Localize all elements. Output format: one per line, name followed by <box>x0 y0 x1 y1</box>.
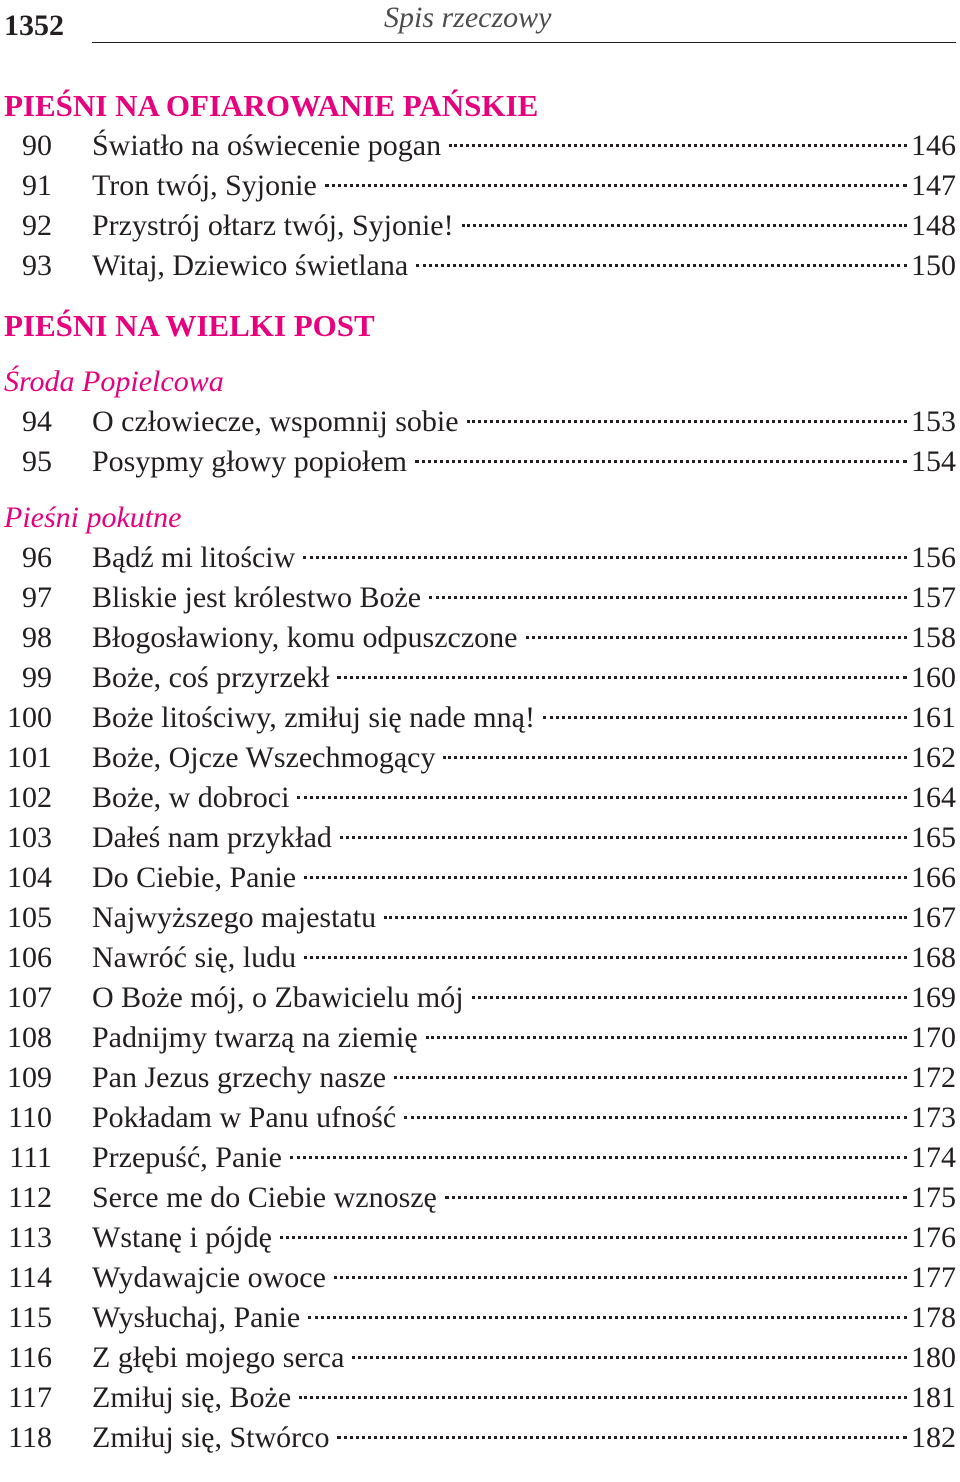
entry-number: 105 <box>7 901 52 934</box>
entry-title: Nawróć się, ludu <box>92 941 297 974</box>
dot-leader <box>404 1116 907 1119</box>
entry-number: 92 <box>22 209 52 242</box>
entry-page-number: 148 <box>911 209 956 242</box>
entry-number: 109 <box>7 1061 52 1094</box>
toc-entry <box>0 1338 956 1378</box>
subsection-heading: Pieśni pokutne <box>4 501 182 534</box>
entry-number: 98 <box>22 621 52 654</box>
entry-title: Najwyższego majestatu <box>92 901 377 934</box>
entry-title: Pokładam w Panu ufność <box>92 1101 397 1134</box>
dot-leader <box>462 224 907 227</box>
dot-leader <box>303 556 907 559</box>
entry-title: Posypmy głowy popiołem <box>92 445 408 478</box>
dot-leader <box>297 796 907 799</box>
toc-entry <box>0 1298 956 1338</box>
entry-page-number: 147 <box>911 169 956 202</box>
entry-number: 103 <box>7 821 52 854</box>
toc-entry <box>0 738 956 778</box>
entry-title: Zmiłuj się, Stwórco <box>92 1421 330 1454</box>
toc-entry <box>0 1258 956 1298</box>
dot-leader <box>429 596 907 599</box>
entry-title: Dałeś nam przykład <box>92 821 332 854</box>
entry-number: 93 <box>22 249 52 282</box>
entry-number: 114 <box>8 1261 52 1294</box>
entry-page-number: 181 <box>911 1381 956 1414</box>
entry-page-number: 146 <box>911 129 956 162</box>
entry-number: 107 <box>7 981 52 1014</box>
dot-leader <box>445 1196 907 1199</box>
toc-entry <box>0 658 956 698</box>
toc-entry <box>0 1138 956 1178</box>
entry-page-number: 174 <box>911 1141 956 1174</box>
entry-number: 110 <box>8 1101 52 1134</box>
entry-page-number: 173 <box>911 1101 956 1134</box>
dot-leader <box>340 836 907 839</box>
toc-entry <box>0 1418 956 1458</box>
entry-page-number: 160 <box>911 661 956 694</box>
entry-number: 106 <box>7 941 52 974</box>
entry-title: Zmiłuj się, Boże <box>92 1381 292 1414</box>
entry-number: 108 <box>7 1021 52 1054</box>
toc-entry <box>0 1098 956 1138</box>
dot-leader <box>304 876 907 879</box>
entry-number: 116 <box>8 1341 52 1374</box>
entry-number: 100 <box>7 701 52 734</box>
entry-number: 117 <box>8 1381 52 1414</box>
dot-leader <box>290 1156 907 1159</box>
dot-leader <box>443 756 907 759</box>
entry-number: 101 <box>7 741 52 774</box>
dot-leader <box>280 1236 907 1239</box>
entry-page-number: 166 <box>911 861 956 894</box>
dot-leader <box>304 956 907 959</box>
entry-number: 102 <box>7 781 52 814</box>
entry-title: Bliskie jest królestwo Boże <box>92 581 422 614</box>
toc-entry <box>0 246 956 286</box>
subsection-gap <box>0 482 956 498</box>
heading-gap <box>0 346 956 362</box>
section-gap <box>0 286 956 306</box>
toc-entry <box>0 206 956 246</box>
entry-page-number: 162 <box>911 741 956 774</box>
dot-leader <box>384 916 907 919</box>
entry-page-number: 158 <box>911 621 956 654</box>
entry-title: Boże, Ojcze Wszechmogący <box>92 741 436 774</box>
toc-entry <box>0 578 956 618</box>
dot-leader <box>526 636 908 639</box>
entry-number: 91 <box>22 169 52 202</box>
toc-entry <box>0 778 956 818</box>
entry-page-number: 165 <box>911 821 956 854</box>
entry-page-number: 168 <box>911 941 956 974</box>
dot-leader <box>337 1436 907 1439</box>
toc-entry <box>0 618 956 658</box>
header-rule <box>92 42 956 43</box>
entry-number: 90 <box>22 129 52 162</box>
dot-leader <box>449 144 907 147</box>
entry-title: Wstanę i pójdę <box>92 1221 272 1254</box>
entry-title: Witaj, Dziewico świetlana <box>92 249 409 282</box>
toc-entry <box>0 978 956 1018</box>
toc-entry <box>0 166 956 206</box>
entry-number: 111 <box>9 1141 52 1174</box>
section-heading: PIEŚNI NA OFIAROWANIE PAŃSKIE <box>4 88 539 123</box>
entry-title: Pan Jezus grzechy nasze <box>92 1061 387 1094</box>
entry-page-number: 172 <box>911 1061 956 1094</box>
page-header <box>0 0 956 44</box>
dot-leader <box>416 264 907 267</box>
entry-title: Z głębi mojego serca <box>92 1341 345 1374</box>
entry-page-number: 169 <box>911 981 956 1014</box>
entry-number: 115 <box>8 1301 52 1334</box>
entry-page-number: 177 <box>911 1261 956 1294</box>
entry-number: 104 <box>7 861 52 894</box>
entry-title: Wydawajcie owoce <box>92 1261 326 1294</box>
toc-entry <box>0 898 956 938</box>
dot-leader <box>472 996 907 999</box>
entry-number: 97 <box>22 581 52 614</box>
toc-entry <box>0 402 956 442</box>
entry-title: Boże litościwy, zmiłuj się nade mną! <box>92 701 535 734</box>
entry-page-number: 178 <box>911 1301 956 1334</box>
toc-entry <box>0 858 956 898</box>
entry-page-number: 150 <box>911 249 956 282</box>
entry-title: Błogosławiony, komu odpuszczone <box>92 621 518 654</box>
running-title: Spis rzeczowy <box>384 1 552 34</box>
entry-page-number: 153 <box>911 405 956 438</box>
entry-title: O Boże mój, o Zbawicielu mój <box>92 981 464 1014</box>
entry-page-number: 182 <box>911 1421 956 1454</box>
entry-number: 96 <box>22 541 52 574</box>
entry-title: Tron twój, Syjonie <box>92 169 317 202</box>
dot-leader <box>308 1316 907 1319</box>
entry-title: Przystrój ołtarz twój, Syjonie! <box>92 209 454 242</box>
toc-entry <box>0 126 956 166</box>
toc-entry <box>0 1018 956 1058</box>
toc-entry <box>0 1218 956 1258</box>
toc-entry <box>0 698 956 738</box>
entry-page-number: 164 <box>911 781 956 814</box>
dot-leader <box>299 1396 907 1399</box>
toc-entry <box>0 1378 956 1418</box>
page-number: 1352 <box>4 9 64 42</box>
entry-title: Padnijmy twarzą na ziemię <box>92 1021 418 1054</box>
dot-leader <box>467 420 907 423</box>
entry-page-number: 154 <box>911 445 956 478</box>
entry-title: Boże, w dobroci <box>92 781 290 814</box>
entry-page-number: 170 <box>911 1021 956 1054</box>
dot-leader <box>426 1036 907 1039</box>
dot-leader <box>337 676 907 679</box>
entry-page-number: 167 <box>911 901 956 934</box>
table-of-contents <box>0 86 956 1458</box>
toc-entry <box>0 1058 956 1098</box>
entry-title: Wysłuchaj, Panie <box>92 1301 301 1334</box>
toc-entry <box>0 1178 956 1218</box>
entry-title: Boże, coś przyrzekł <box>92 661 330 694</box>
dot-leader <box>394 1076 907 1079</box>
toc-entry <box>0 442 956 482</box>
entry-title: Światło na oświecenie pogan <box>92 129 442 162</box>
dot-leader <box>325 184 907 187</box>
entry-number: 95 <box>22 445 52 478</box>
section-heading: PIEŚNI NA WIELKI POST <box>4 308 375 343</box>
toc-entry <box>0 538 956 578</box>
dot-leader <box>352 1356 907 1359</box>
toc-entry <box>0 938 956 978</box>
entry-number: 112 <box>8 1181 52 1214</box>
toc-entry <box>0 818 956 858</box>
dot-leader <box>415 460 907 463</box>
dot-leader <box>334 1276 907 1279</box>
entry-title: O człowiecze, wspomnij sobie <box>92 405 459 438</box>
entry-page-number: 176 <box>911 1221 956 1254</box>
entry-title: Serce me do Ciebie wznoszę <box>92 1181 437 1214</box>
entry-page-number: 157 <box>911 581 956 614</box>
entry-number: 99 <box>22 661 52 694</box>
entry-page-number: 161 <box>911 701 956 734</box>
entry-page-number: 156 <box>911 541 956 574</box>
entry-number: 94 <box>22 405 52 438</box>
entry-title: Przepuść, Panie <box>92 1141 282 1174</box>
entry-number: 118 <box>8 1421 52 1454</box>
subsection-heading: Środa Popielcowa <box>4 365 224 398</box>
entry-title: Do Ciebie, Panie <box>92 861 297 894</box>
entry-title: Bądź mi litościw <box>92 541 296 574</box>
dot-leader <box>543 716 907 719</box>
entry-number: 113 <box>8 1221 52 1254</box>
entry-page-number: 180 <box>911 1341 956 1374</box>
entry-page-number: 175 <box>911 1181 956 1214</box>
